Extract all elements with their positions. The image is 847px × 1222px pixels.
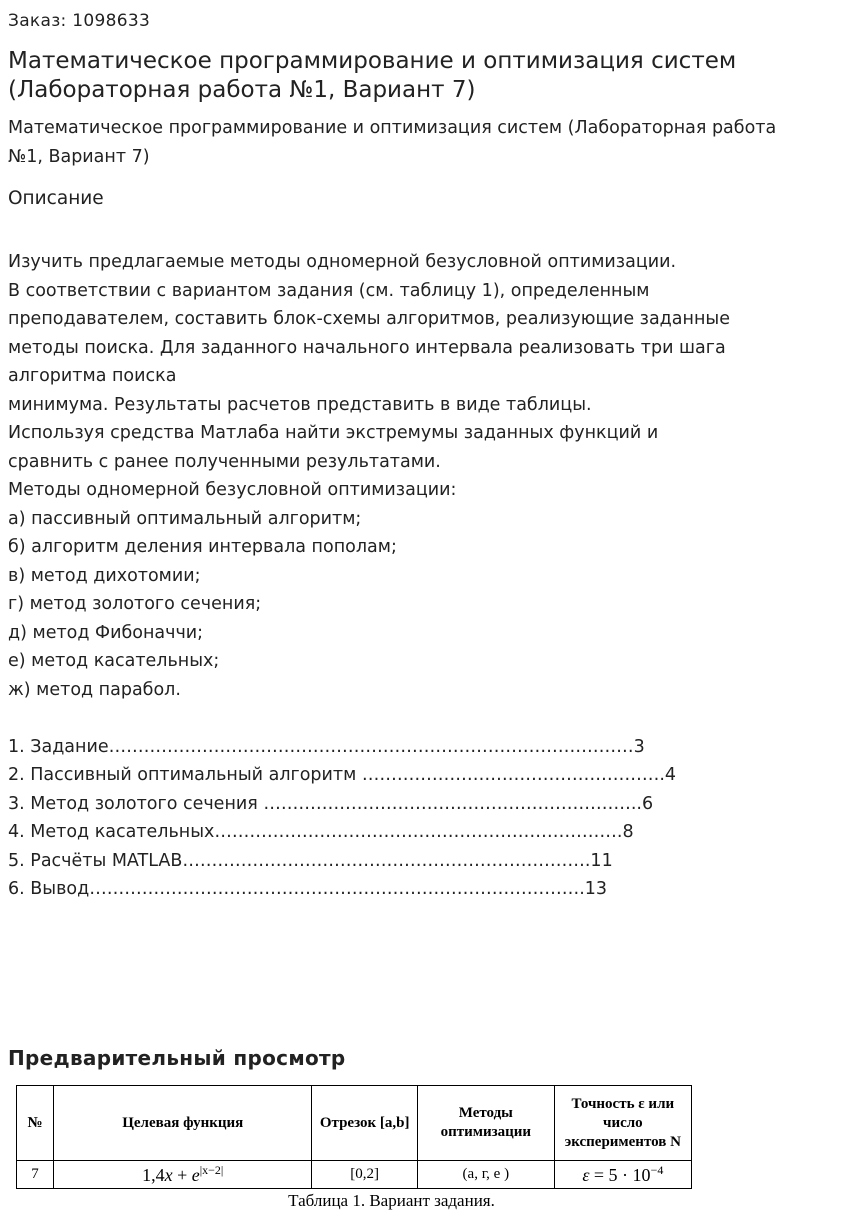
method-item: г) метод золотого сечения; xyxy=(8,594,262,614)
variant-table xyxy=(16,1085,692,1189)
page-title: Математическое программирование и оптимизация систем (Лабораторная работа №1, Вариант 7) xyxy=(8,48,737,103)
accuracy-symbol: ε xyxy=(582,1165,590,1185)
description-line: Изучить предлагаемые методы одномерной безусловной оптимизации. xyxy=(8,252,677,272)
description-line: В соответствии с вариантом задания (см. таблицу 1), определенным xyxy=(8,280,650,301)
function-exponent: |x−2| xyxy=(199,1163,224,1177)
header-methods: Методы оптимизации xyxy=(417,1086,554,1161)
table-caption: Таблица 1. Вариант задания. xyxy=(288,1191,495,1210)
cell-function xyxy=(54,1161,312,1189)
header-number: № xyxy=(17,1086,54,1161)
description-body xyxy=(8,248,828,904)
function-exp-base: e xyxy=(191,1165,200,1185)
cell-number: 7 xyxy=(17,1161,54,1189)
accuracy-exponent: −4 xyxy=(650,1163,664,1177)
toc-item: 6. Вывод………………………………………………………………………….13 xyxy=(8,879,608,899)
cell-accuracy xyxy=(554,1161,691,1189)
preview-heading: Предварительный просмотр xyxy=(8,1046,346,1070)
description-line: сравнить с ранее полученными результатами. xyxy=(8,451,441,472)
order-number: Заказ: 1098633 xyxy=(8,11,151,31)
description-line: Используя средства Матлаба найти экстремумы заданных функций и xyxy=(8,423,659,443)
toc-item: 3. Метод золотого сечения ………………………………………………………..6 xyxy=(8,793,654,814)
cell-methods: (а, г, е ) xyxy=(417,1161,554,1189)
description-line: минимума. Результаты расчетов представить в виде таблицы. xyxy=(8,394,592,415)
page-subtitle: Математическое программирование и оптимизация систем (Лабораторная работа №1, Вариант 7) xyxy=(8,118,777,167)
method-item: а) пассивный оптимальный алгоритм; xyxy=(8,508,362,529)
method-item: в) метод дихотомии; xyxy=(8,565,201,586)
method-item: б) алгоритм деления интервала пополам; xyxy=(8,537,397,557)
accuracy-value: = 5 · 10 xyxy=(589,1165,651,1185)
description-line: Методы одномерной безусловной оптимизации: xyxy=(8,480,457,500)
table-header-row xyxy=(17,1086,692,1161)
header-function: Целевая функция xyxy=(54,1086,312,1161)
function-variable: x xyxy=(164,1165,173,1185)
header-accuracy: Точность ε или число экспериментов N xyxy=(554,1086,691,1161)
method-item: е) метод касательных; xyxy=(8,651,220,671)
function-coefficient: 1,4 xyxy=(142,1165,165,1185)
description-line: алгоритма поиска xyxy=(8,366,177,386)
method-item: д) метод Фибоначчи; xyxy=(8,622,204,643)
toc-item: 5. Расчёты MATLAB…………………………………………………………….11 xyxy=(8,850,613,871)
description-heading: Описание xyxy=(8,188,104,209)
function-plus: + xyxy=(172,1165,192,1185)
objective-function xyxy=(142,1165,223,1185)
toc-item: 4. Метод касательных…………………………………………………………….8 xyxy=(8,822,634,842)
accuracy-formula xyxy=(582,1165,663,1185)
toc-item: 1. Задание………………………………………………………………………………3 xyxy=(8,736,645,757)
variant-table-wrapper xyxy=(16,1085,692,1189)
toc-item: 2. Пассивный оптимальный алгоритм …………………………………………….4 xyxy=(8,765,677,785)
table-row xyxy=(17,1161,692,1189)
method-item: ж) метод парабол. xyxy=(8,679,181,700)
header-interval: Отрезок [a,b] xyxy=(312,1086,418,1161)
description-line: методы поиска. Для заданного начального интервала реализовать три шага xyxy=(8,337,726,358)
spacer xyxy=(8,704,828,733)
cell-interval: [0,2] xyxy=(312,1161,418,1189)
description-line: преподавателем, составить блок-схемы алгоритмов, реализующие заданные xyxy=(8,309,730,329)
